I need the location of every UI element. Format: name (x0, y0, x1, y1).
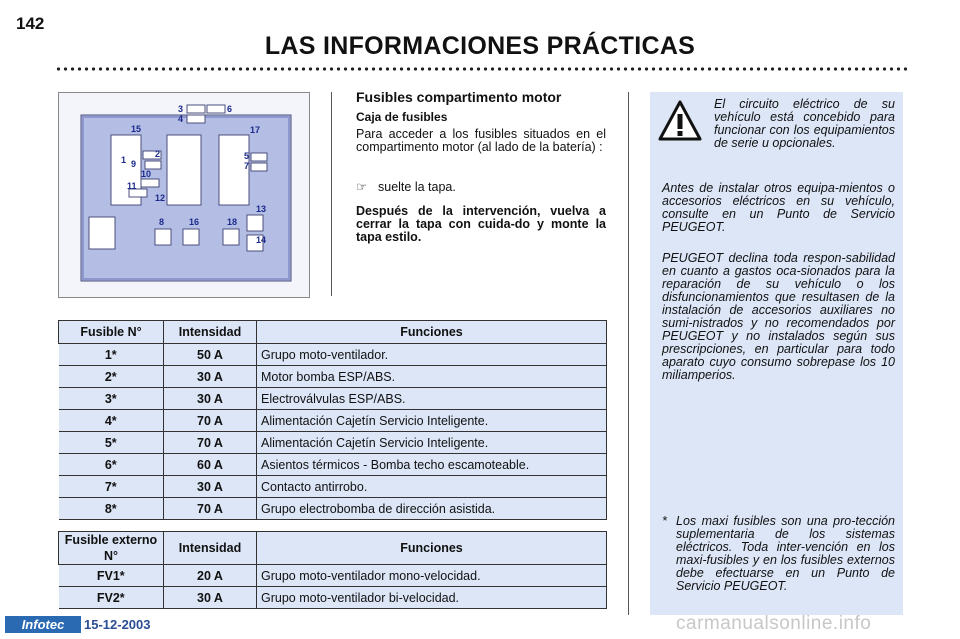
fuse-function: Grupo moto-ventilador. (257, 344, 607, 366)
fuse-intensity: 50 A (164, 344, 257, 366)
table-header-row (59, 532, 607, 565)
infotec-logo: Infotec (5, 616, 81, 633)
diagram-label: 3 (178, 104, 184, 114)
diagram-label: 1 (121, 155, 127, 165)
diagram-label: 12 (155, 193, 166, 203)
fuse-number: FV2* (59, 587, 164, 609)
footnote: Los maxi fusibles son una pro-tección suplementaria de los sistemas eléctricos. Toda inter-vención en los maxi-fusibles y en los fusibles externos debe efectuarse en un Punto de Servicio PEUGEOT. (676, 514, 895, 593)
fuse-intensity: 20 A (164, 565, 257, 587)
page-number: 142 (16, 14, 45, 33)
column-header: Funciones (257, 532, 607, 565)
table-row (59, 454, 607, 476)
warning-text: El circuito eléctrico de su vehículo está concebido para funcionar con los equipamientos de serie u opcionales. (714, 97, 895, 150)
table-row (59, 388, 607, 410)
table-row (59, 565, 607, 587)
fuse-function: Grupo moto-ventilador mono-velocidad. (257, 565, 607, 587)
diagram-label: 16 (189, 217, 200, 227)
bullet-item (356, 179, 456, 194)
warning-triangle-icon (658, 100, 702, 142)
table-row (59, 344, 607, 366)
page-title: LAS INFORMACIONES PRÁCTICAS (264, 32, 696, 60)
fuse-intensity: 30 A (164, 366, 257, 388)
column-header: Funciones (257, 321, 607, 344)
column-header: Intensidad (164, 321, 257, 344)
fuse-number: FV1* (59, 565, 164, 587)
diagram-label: 15 (131, 124, 142, 134)
pointing-hand-icon: ☞ (356, 180, 368, 194)
diagram-label: 17 (250, 125, 261, 135)
diagram-label: 9 (131, 159, 137, 169)
fuse-number: 2* (59, 366, 164, 388)
diagram-label: 18 (227, 217, 238, 227)
external-fuse-table (58, 531, 607, 609)
column-divider (331, 92, 332, 296)
fuse-function: Asientos térmicos - Bomba techo escamoteable. (257, 454, 607, 476)
fuse-function: Grupo moto-ventilador bi-velocidad. (257, 587, 607, 609)
fuse-intensity: 70 A (164, 432, 257, 454)
table-row (59, 432, 607, 454)
fuse-number: 3* (59, 388, 164, 410)
fuse-function: Motor bomba ESP/ABS. (257, 366, 607, 388)
section-subheading: Caja de fusibles (356, 110, 448, 124)
fuse-intensity: 70 A (164, 498, 257, 520)
diagram-label: 10 (141, 169, 152, 179)
fuse-box-diagram (58, 92, 310, 298)
sidebar-paragraph: PEUGEOT declina toda respon-sabilidad en cuanto a gastos oca-sionados para la reparación de su vehículo o los disfuncionamientos que resultasen de la instalación de accesorios auxiliares no sumi-nistrados y no recomendados por PEUGEOT y no instalados según sus prescripciones, en particular para todo aparato cuyo consumo sobrepase los 10 miliamperios. (662, 251, 895, 382)
fuse-function: Alimentación Cajetín Servicio Inteligente. (257, 410, 607, 432)
fuse-function: Alimentación Cajetín Servicio Inteligente. (257, 432, 607, 454)
footnote-mark: * (662, 514, 667, 528)
diagram-label: 14 (256, 235, 267, 245)
bullet-text: suelte la tapa. (378, 180, 456, 194)
dotted-divider (55, 66, 907, 72)
table-row (59, 366, 607, 388)
fuse-intensity: 70 A (164, 410, 257, 432)
diagram-label: 8 (159, 217, 165, 227)
diagram-label: 2 (155, 149, 161, 159)
table-header-row (59, 321, 607, 344)
fuse-function: Electroválvulas ESP/ABS. (257, 388, 607, 410)
table-row (59, 410, 607, 432)
column-header: Intensidad (164, 532, 257, 565)
column-header: Fusible externo N° (59, 532, 164, 565)
fuse-number: 7* (59, 476, 164, 498)
fuse-intensity: 30 A (164, 388, 257, 410)
diagram-label: 4 (178, 114, 184, 124)
section-heading: Fusibles compartimento motor (356, 89, 562, 105)
column-divider (628, 92, 629, 615)
column-header: Fusible N° (59, 321, 164, 344)
intervention-note: Después de la intervención, vuelva a cerrar la tapa con cuida-do y monte la tapa estilo. (356, 204, 606, 244)
fuse-box-drawing (59, 93, 309, 297)
access-paragraph: Para acceder a los fusibles situados en el compartimento motor (al lado de la batería) : (356, 127, 606, 154)
fuse-function: Contacto antirrobo. (257, 476, 607, 498)
fuse-number: 8* (59, 498, 164, 520)
fuse-table (58, 320, 607, 520)
diagram-label: 5 (244, 151, 250, 161)
fuse-intensity: 30 A (164, 476, 257, 498)
table-row (59, 498, 607, 520)
fuse-intensity: 30 A (164, 587, 257, 609)
footer-date: 15-12-2003 (84, 617, 151, 632)
diagram-label: 11 (127, 181, 137, 191)
fuse-intensity: 60 A (164, 454, 257, 476)
fuse-function: Grupo electrobomba de dirección asistida. (257, 498, 607, 520)
diagram-label: 7 (244, 161, 250, 171)
fuse-number: 6* (59, 454, 164, 476)
diagram-label: 6 (227, 104, 233, 114)
fuse-number: 4* (59, 410, 164, 432)
table-row (59, 476, 607, 498)
watermark: carmanualsonline.info (676, 613, 872, 634)
sidebar-paragraph: Antes de instalar otros equipa-mientos o accesorios eléctricos en su vehículo, consulte en un Punto de Servicio PEUGEOT. (662, 181, 895, 234)
diagram-label: 13 (256, 204, 267, 214)
fuse-number: 1* (59, 344, 164, 366)
fuse-number: 5* (59, 432, 164, 454)
table-row (59, 587, 607, 609)
